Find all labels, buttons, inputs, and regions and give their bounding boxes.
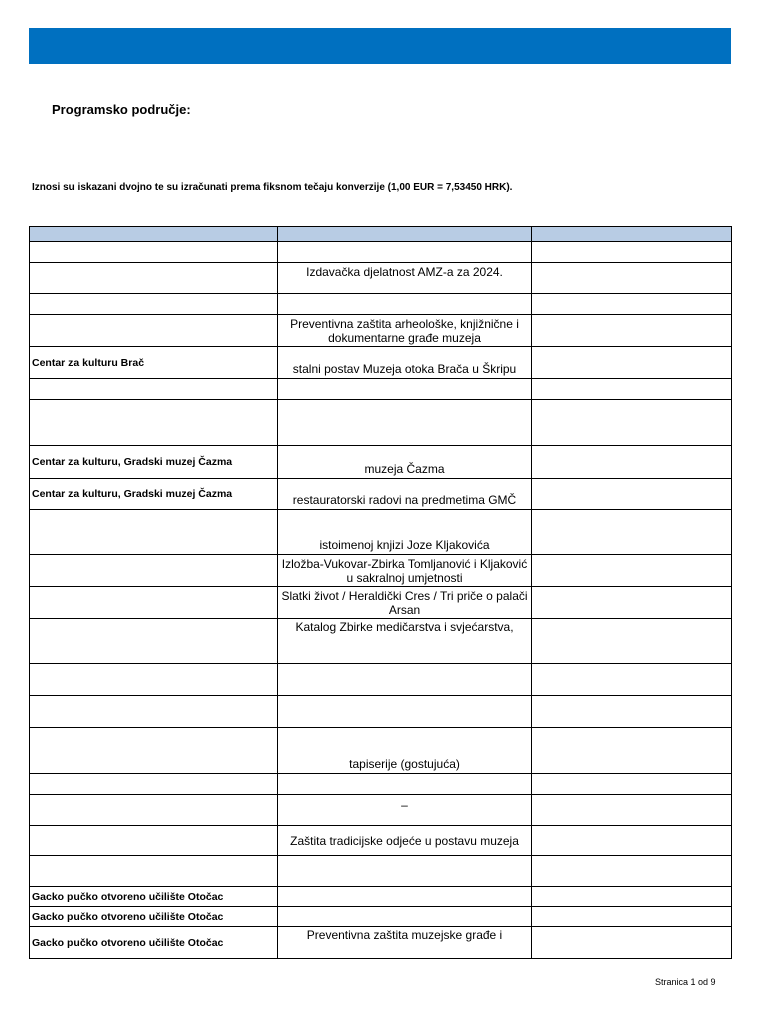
institution-cell: Gacko pučko otvoreno učilište Otočac (30, 907, 278, 927)
project-title-cell: muzeja Čazma (278, 446, 532, 479)
table-row (30, 400, 732, 446)
project-title-cell (278, 664, 532, 696)
amount-cell (532, 587, 732, 619)
table-row (30, 510, 732, 555)
amount-cell (532, 856, 732, 887)
project-title-cell (278, 400, 532, 446)
table-row (30, 907, 732, 927)
project-title-cell: Izložba-Vukovar-Zbirka Tomljanović i Kljaković u sakralnoj umjetnosti (278, 555, 532, 587)
project-title-cell (278, 907, 532, 927)
project-title-cell (278, 242, 532, 263)
amount-cell (532, 315, 732, 347)
program-table (29, 226, 732, 959)
table-row (30, 887, 732, 907)
institution-cell (30, 263, 278, 294)
table-row (30, 479, 732, 510)
project-title-cell: Zaštita tradicijske odjeće u postavu muzeja (278, 826, 532, 856)
project-title-cell (278, 856, 532, 887)
institution-cell (30, 510, 278, 555)
project-title-cell: Slatki život / Heraldički Cres / Tri priče o palači Arsan (278, 587, 532, 619)
institution-cell (30, 379, 278, 400)
institution-cell (30, 826, 278, 856)
institution-cell: Centar za kulturu Brač (30, 347, 278, 379)
institution-cell (30, 315, 278, 347)
table-row (30, 696, 732, 728)
project-title-cell: – (278, 795, 532, 826)
header-banner (29, 28, 731, 64)
project-title-cell (278, 887, 532, 907)
project-title-cell: tapiserije (gostujuća) (278, 728, 532, 774)
amount-cell (532, 263, 732, 294)
amount-cell (532, 795, 732, 826)
amount-cell (532, 479, 732, 510)
table-row (30, 728, 732, 774)
project-title-cell: istoimenoj knjizi Joze Kljakovića (278, 510, 532, 555)
table-row (30, 379, 732, 400)
amount-cell (532, 774, 732, 795)
amount-cell (532, 619, 732, 664)
project-title-cell (278, 696, 532, 728)
amount-cell (532, 887, 732, 907)
project-title-cell: Preventivna zaštita muzejske građe i (278, 927, 532, 959)
table-row (30, 446, 732, 479)
amount-cell (532, 555, 732, 587)
table-row (30, 263, 732, 294)
institution-cell (30, 795, 278, 826)
amount-cell (532, 696, 732, 728)
institution-cell (30, 696, 278, 728)
amount-cell (532, 728, 732, 774)
amount-cell (532, 379, 732, 400)
amount-cell (532, 510, 732, 555)
header-cell (30, 227, 278, 242)
page-number: Stranica 1 od 9 (655, 977, 716, 987)
institution-cell: Gacko pučko otvoreno učilište Otočac (30, 927, 278, 959)
table-row (30, 587, 732, 619)
amount-cell (532, 294, 732, 315)
table-row (30, 294, 732, 315)
project-title-cell: restauratorski radovi na predmetima GMČ (278, 479, 532, 510)
project-title-cell: Katalog Zbirke medičarstva i svjećarstva, (278, 619, 532, 664)
table-row (30, 664, 732, 696)
institution-cell (30, 664, 278, 696)
program-area-label: Programsko područje: (52, 102, 191, 117)
institution-cell (30, 728, 278, 774)
table-row (30, 927, 732, 959)
table-header-row (30, 227, 732, 242)
table-row (30, 619, 732, 664)
amount-cell (532, 242, 732, 263)
currency-note: Iznosi su iskazani dvojno te su izračunati prema fiksnom tečaju konverzije (1,00 EUR = 7,53450 HRK). (32, 182, 513, 193)
table-row (30, 856, 732, 887)
amount-cell (532, 826, 732, 856)
institution-cell: Centar za kulturu, Gradski muzej Čazma (30, 446, 278, 479)
table-row (30, 795, 732, 826)
project-title-cell (278, 774, 532, 795)
institution-cell (30, 587, 278, 619)
institution-cell (30, 774, 278, 795)
table-row (30, 242, 732, 263)
project-title-cell: stalni postav Muzeja otoka Brača u Škripu (278, 347, 532, 379)
amount-cell (532, 400, 732, 446)
institution-cell (30, 400, 278, 446)
project-title-cell (278, 294, 532, 315)
project-title-cell: Izdavačka djelatnost AMZ-a za 2024. (278, 263, 532, 294)
institution-cell (30, 294, 278, 315)
table-row (30, 555, 732, 587)
institution-cell (30, 555, 278, 587)
amount-cell (532, 927, 732, 959)
header-cell (278, 227, 532, 242)
table-row (30, 826, 732, 856)
amount-cell (532, 664, 732, 696)
amount-cell (532, 347, 732, 379)
table-row (30, 774, 732, 795)
institution-cell: Centar za kulturu, Gradski muzej Čazma (30, 479, 278, 510)
institution-cell (30, 242, 278, 263)
project-title-cell: Preventivna zaštita arheološke, knjižnične i dokumentarne građe muzeja (278, 315, 532, 347)
amount-cell (532, 446, 732, 479)
table-row (30, 347, 732, 379)
institution-cell (30, 619, 278, 664)
project-title-cell (278, 379, 532, 400)
amount-cell (532, 907, 732, 927)
table-row (30, 315, 732, 347)
institution-cell: Gacko pučko otvoreno učilište Otočac (30, 887, 278, 907)
header-cell (532, 227, 732, 242)
institution-cell (30, 856, 278, 887)
